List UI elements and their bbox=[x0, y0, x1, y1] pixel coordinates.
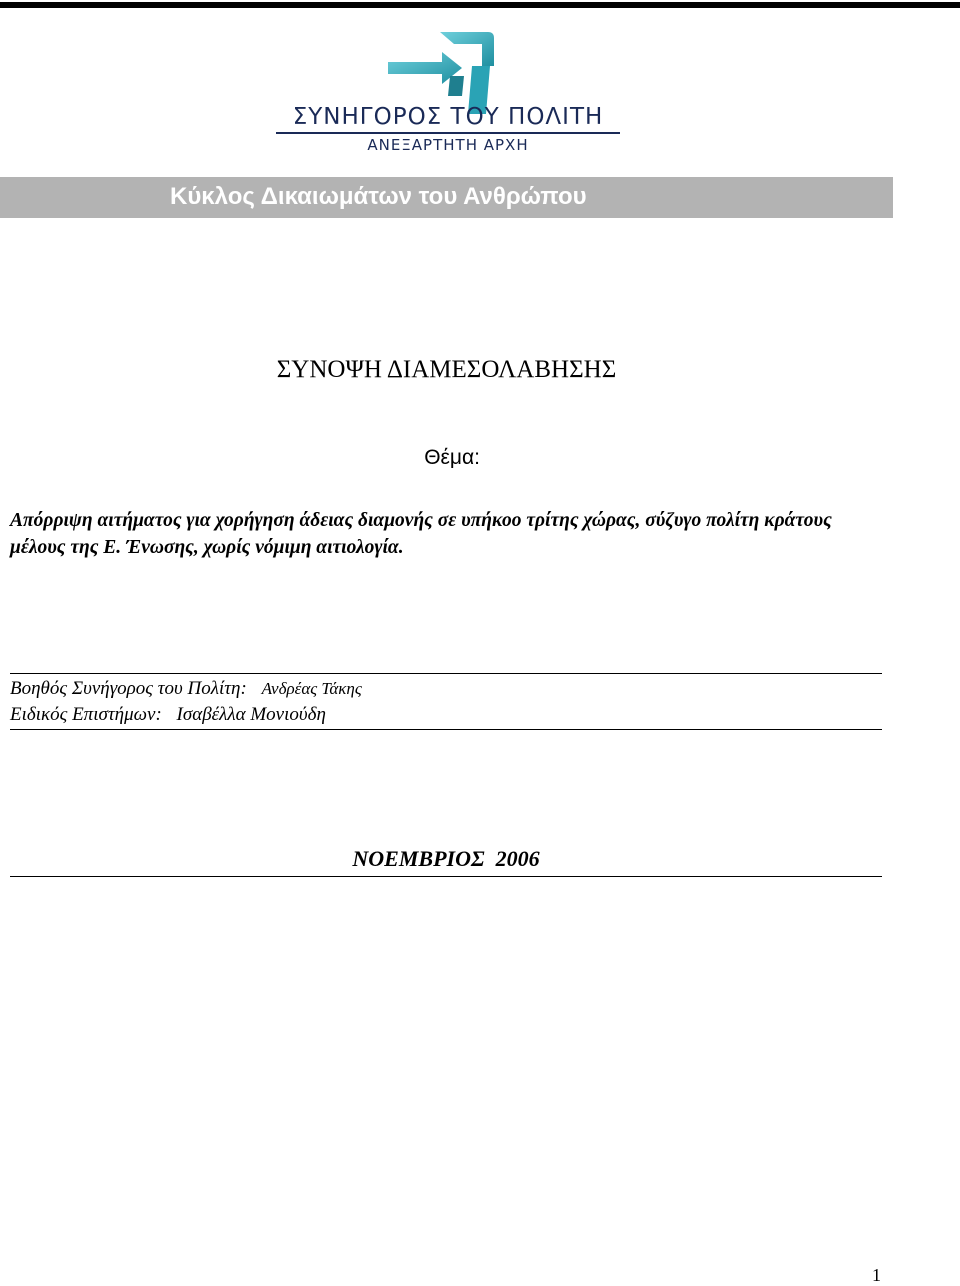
staff-role: Βοηθός Συνήγορος του Πολίτη: bbox=[10, 678, 247, 699]
staff-line-specialist bbox=[10, 704, 326, 726]
subject-text: Απόρριψη αιτήματος για χορήγηση άδειας διαμονής σε υπήκοο τρίτης χώρας, σύζυγο πολίτη κράτους μέλους της Ε. Ένωσης, χωρίς νόμιμη αιτιολογία. bbox=[10, 510, 832, 558]
banner-title: Κύκλος Δικαιωμάτων του Ανθρώπου bbox=[170, 183, 587, 210]
staff-role: Ειδικός Επιστήμων: bbox=[10, 704, 162, 725]
subject-label bbox=[0, 446, 890, 470]
date-rule bbox=[10, 876, 882, 877]
staff-bottom-rule bbox=[10, 729, 882, 730]
document-title: ΣΥΝΟΨΗ ΔΙΑΜΕΣΟΛΑΒΗΣΗΣ bbox=[276, 356, 617, 383]
ombudsman-logo bbox=[270, 20, 630, 154]
top-border-rule bbox=[0, 2, 960, 8]
logo-name-text: ΣΥΝΗΓΟΡΟΣ ΤΟΥ ΠΟΛΙΤΗ bbox=[292, 104, 604, 130]
logo-divider bbox=[276, 132, 620, 134]
page-number: 1 bbox=[872, 1265, 881, 1285]
staff-name: Ισαβέλλα Μονιούδη bbox=[176, 704, 326, 725]
staff-top-rule bbox=[10, 673, 882, 674]
staff-name: Ανδρέας Τάκης bbox=[261, 679, 362, 698]
subject-label-text: Θέμα: bbox=[424, 446, 480, 469]
logo-subtitle-text: ΑΝΕΞΑΡΤΗΤΗ ΑΡΧΗ bbox=[367, 136, 529, 154]
staff-line-assistant bbox=[10, 678, 362, 700]
section-banner bbox=[0, 177, 893, 218]
document-date: ΝΟΕΜΒΡΙΟΣ 2006 bbox=[352, 846, 540, 871]
